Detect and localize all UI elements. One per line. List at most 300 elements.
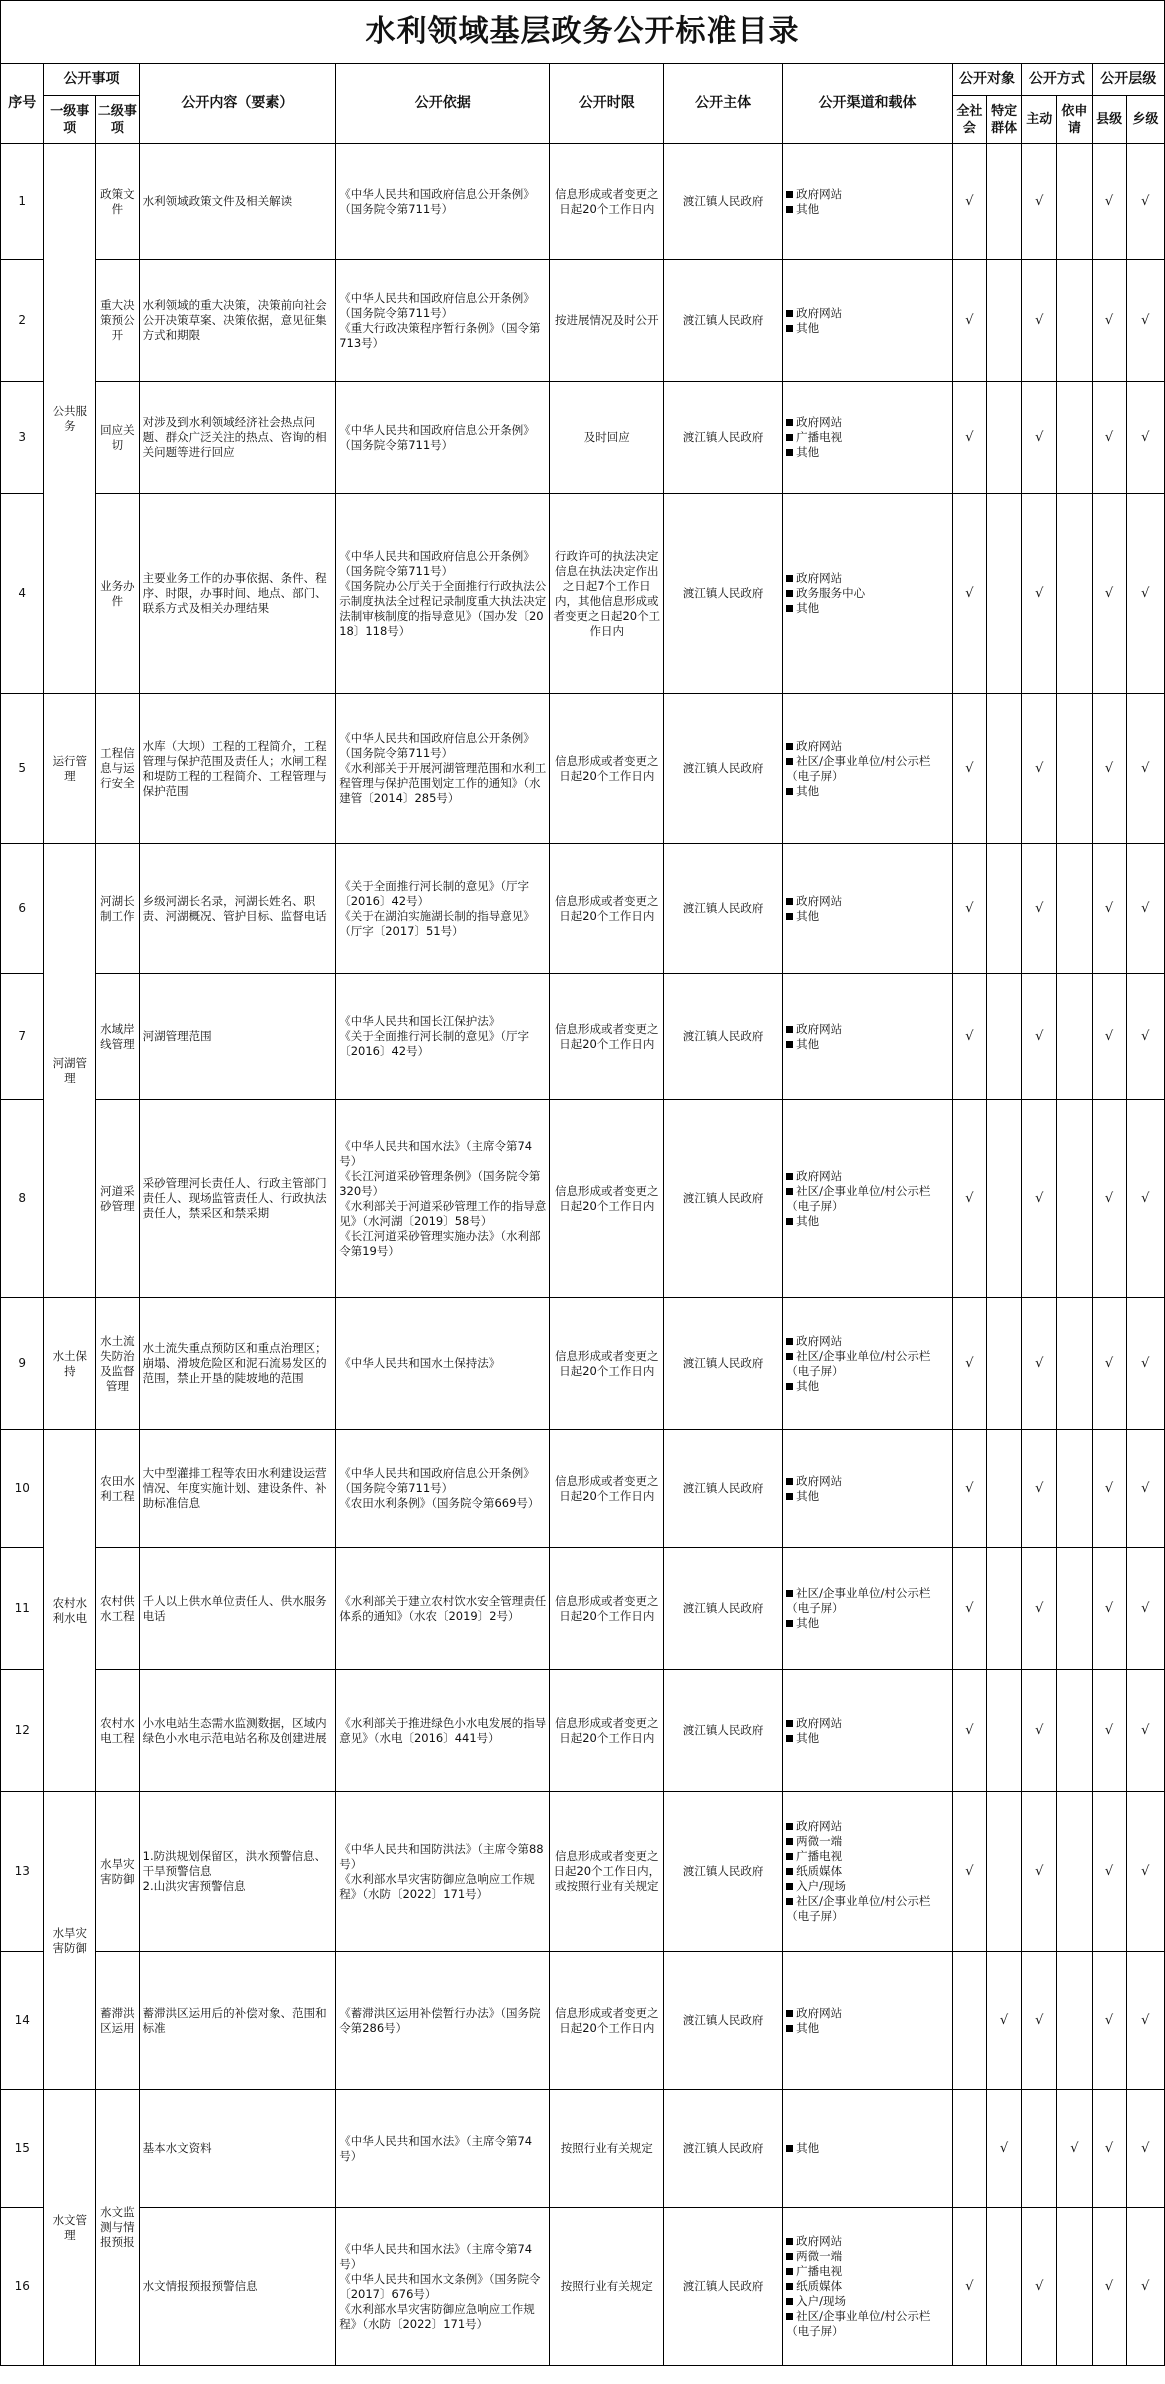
basis-item: 《水利部关于开展河湖管理范围和水利工程管理与保护范围划定工作的通知》（水建管〔2014〕285号） [339,761,547,805]
check-req [1057,1548,1092,1670]
channel-label: 其他 [796,1036,820,1051]
channel-label: 政府网站 [796,2005,843,2020]
row-time: 信息形成或者变更之日起20个工作日内 [550,1298,664,1430]
check-active: √ [1022,1100,1057,1298]
channel-item [786,2279,949,2294]
check-spec [986,1100,1021,1298]
check-spec [986,494,1021,694]
check-county: √ [1092,260,1126,382]
check-town: √ [1126,1548,1164,1670]
level2-matter: 河道采砂管理 [96,1100,139,1298]
header-method: 公开方式 [1022,64,1092,96]
square-bullet-icon [786,1735,793,1742]
row-content [139,494,336,694]
check-all: √ [952,694,986,844]
row-seq: 9 [1,1298,44,1430]
square-bullet-icon [786,1173,793,1180]
row-subject: 渡江镇人民政府 [664,260,783,382]
channel-item [786,784,949,799]
square-bullet-icon [786,1478,793,1485]
channel-item [786,586,949,601]
level1-matter: 农村水利水电 [44,1430,96,1792]
check-spec [986,1298,1021,1430]
level2-matter: 回应关切 [96,382,139,494]
square-bullet-icon [786,1620,793,1627]
square-bullet-icon [786,590,793,597]
square-bullet-icon [786,434,793,441]
check-town: √ [1126,144,1164,260]
row-content [139,144,336,260]
check-county: √ [1092,2208,1126,2366]
check-all: √ [952,144,986,260]
check-active: √ [1022,844,1057,974]
table-row [1,694,1165,844]
content-line: 小水电站生态需水监测数据，区域内绿色小水电示范电站名称及创建进展 [142,1715,327,1745]
row-channels [783,1548,953,1670]
square-bullet-icon [786,758,793,765]
table-row [1,974,1165,1100]
basis-item: 《中华人民共和国防洪法》（主席令第88号） [339,1841,544,1871]
check-all: √ [952,1792,986,1952]
check-req [1057,260,1092,382]
square-bullet-icon [786,1590,793,1597]
row-subject: 渡江镇人民政府 [664,1430,783,1548]
row-time: 信息形成或者变更之日起20个工作日内 [550,1430,664,1548]
channel-item [786,739,949,754]
row-channels [783,2090,953,2208]
check-active: √ [1022,2208,1057,2366]
channel-item [786,1894,949,1924]
content-line: 蓄滞洪区运用后的补偿对象、范围和标准 [142,2005,327,2035]
row-seq: 4 [1,494,44,694]
check-town: √ [1126,2090,1164,2208]
check-town: √ [1126,494,1164,694]
basis-item: 《中华人民共和国政府信息公开条例》（国务院令第711号） [339,186,535,216]
channel-label: 社区/企事业单位/村公示栏（电子屏） [786,1183,931,1213]
check-active: √ [1022,382,1057,494]
basis-item: 《中华人民共和国水法》（主席令第74号） [339,2133,533,2163]
channel-label: 政府网站 [796,1333,843,1348]
channel-label: 两微一端 [796,1834,843,1848]
row-channels [783,144,953,260]
level2-matter: 蓄滞洪区运用 [96,1952,139,2090]
check-spec [986,694,1021,844]
basis-item: 《中华人民共和国政府信息公开条例》（国务院令第711号） [339,731,535,760]
row-seq: 7 [1,974,44,1100]
square-bullet-icon [786,2145,793,2152]
channel-label: 政府网站 [796,1168,843,1183]
level1-matter: 运行管理 [44,694,96,844]
check-county: √ [1092,1298,1126,1430]
channel-item [786,1849,949,1864]
row-time: 按照行业有关规定 [550,2090,664,2208]
basis-item: 《水利部关于建立农村饮水安全管理责任体系的通知》（水农〔2019〕2号） [339,1593,547,1623]
channel-item [786,571,949,586]
row-content [139,1100,336,1298]
row-channels [783,1430,953,1548]
table-row [1,1952,1165,2090]
channel-item [786,1037,949,1052]
row-subject: 渡江镇人民政府 [664,2208,783,2366]
square-bullet-icon [786,2298,793,2305]
table-row [1,1298,1165,1430]
check-all: √ [952,2208,986,2366]
content-line: 对涉及到水利领域经济社会热点问题、群众广泛关注的热点、咨询的相关问题等进行回应 [142,415,327,459]
row-channels [783,494,953,694]
row-subject: 渡江镇人民政府 [664,2090,783,2208]
channel-label: 其他 [796,445,820,459]
content-line: 水库（大坝）工程的工程简介，工程管理与保护范围及责任人；水闸工程和堤防工程的工程简介、工程管理与保护范围 [142,738,327,798]
row-content [139,2208,336,2366]
level2-matter: 重大决策预公开 [96,260,139,382]
row-seq: 16 [1,2208,44,2366]
check-county: √ [1092,2090,1126,2208]
channel-item [786,2249,949,2264]
check-town: √ [1126,382,1164,494]
row-seq: 10 [1,1430,44,1548]
square-bullet-icon [786,1338,793,1345]
row-basis [336,974,550,1100]
row-content [139,260,336,382]
channel-item [786,894,949,909]
check-active: √ [1022,694,1057,844]
channel-label: 广播电视 [796,430,843,444]
catalog-table [0,63,1165,2366]
row-time: 行政许可的执法决定信息在执法决定作出之日起7个工作日内，其他信息形成或者变更之日起20个工作日内 [550,494,664,694]
check-spec: √ [986,1952,1021,2090]
row-time: 信息形成或者变更之日起20个工作日内 [550,1952,664,2090]
level1-matter: 水文管理 [44,2090,96,2366]
check-county: √ [1092,144,1126,260]
check-active: √ [1022,144,1057,260]
row-content [139,1670,336,1792]
check-town: √ [1126,1792,1164,1952]
check-active: √ [1022,974,1057,1100]
row-basis [336,144,550,260]
channel-label: 广播电视 [796,1849,843,1863]
table-row [1,382,1165,494]
square-bullet-icon [786,898,793,905]
row-time: 信息形成或者变更之日起20个工作日内 [550,844,664,974]
content-line: 主要业务工作的办事依据、条件、程序、时限，办事时间、地点、部门、联系方式及相关办理结果 [142,571,327,615]
row-basis [336,844,550,974]
basis-item: 《长江河道采砂管理条例》（国务院令第320号） [339,1168,541,1198]
table-row [1,1670,1165,1792]
content-line: 水文情报预报预警信息 [142,2279,258,2293]
check-all: √ [952,1670,986,1792]
check-spec: √ [986,2090,1021,2208]
check-active: √ [1022,494,1057,694]
channel-label: 政府网站 [796,2234,843,2248]
square-bullet-icon [786,191,793,198]
row-content [139,974,336,1100]
channel-item [786,2264,949,2279]
channel-item [786,415,949,430]
channel-item [786,909,949,924]
row-subject: 渡江镇人民政府 [664,1298,783,1430]
channel-item [786,2021,949,2036]
row-seq: 1 [1,144,44,260]
row-subject: 渡江镇人民政府 [664,1548,783,1670]
basis-item: 《中华人民共和国政府信息公开条例》（国务院令第711号） [339,422,535,452]
channel-item [786,1864,949,1879]
header-seq: 序号 [1,64,44,144]
channel-label: 政府网站 [796,1021,843,1036]
check-active: √ [1022,1548,1057,1670]
row-subject: 渡江镇人民政府 [664,144,783,260]
check-all: √ [952,1100,986,1298]
check-town: √ [1126,1100,1164,1298]
level1-matter: 水土保持 [44,1298,96,1430]
row-basis [336,260,550,382]
basis-item: 《长江河道采砂管理实施办法》（水利部令第19号） [339,1228,541,1258]
header-subject: 公开主体 [664,64,783,144]
channel-label: 其他 [796,783,820,798]
channel-label: 政府网站 [796,738,843,753]
basis-item: 《国务院办公厅关于全面推行行政执法公示制度执法全过程记录制度重大执法决定法制审核制度的指导意见》（国办发〔2018〕118号） [339,578,547,638]
check-spec [986,974,1021,1100]
check-spec [986,1792,1021,1952]
square-bullet-icon [786,1026,793,1033]
row-subject: 渡江镇人民政府 [664,1100,783,1298]
channel-item [786,1379,949,1394]
square-bullet-icon [786,2025,793,2032]
row-seq: 11 [1,1548,44,1670]
row-time: 信息形成或者变更之日起20个工作日内 [550,974,664,1100]
level1-matter: 河湖管理 [44,844,96,1298]
basis-item: 《中华人民共和国政府信息公开条例》（国务院令第711号） [339,290,535,320]
check-req: √ [1057,2090,1092,2208]
check-req [1057,1670,1092,1792]
channel-label: 其他 [796,1213,820,1228]
row-channels [783,2208,953,2366]
channel-label: 政务服务中心 [796,586,866,600]
check-county: √ [1092,1100,1126,1298]
row-basis [336,1670,550,1792]
check-spec [986,382,1021,494]
check-county: √ [1092,1792,1126,1952]
channel-label: 社区/企事业单位/村公示栏（电子屏） [786,1348,931,1378]
square-bullet-icon [786,1493,793,1500]
check-all: √ [952,1548,986,1670]
check-req [1057,1792,1092,1952]
row-content [139,844,336,974]
table-row [1,1100,1165,1298]
check-active: √ [1022,1298,1057,1430]
content-line: 水利领域的重大决策，决策前向社会公开决策草案、决策依据，意见征集方式和期限 [142,298,327,342]
header-time: 公开时限 [550,64,664,144]
check-req [1057,1298,1092,1430]
channel-item [786,754,949,784]
channel-item [786,2141,949,2156]
header-content: 公开内容（要素） [139,64,336,144]
channel-label: 其他 [796,1378,820,1393]
header-target-specific: 特定群体 [986,96,1021,144]
basis-item: 《水利部水旱灾害防御应急响应工作规程》（水防〔2022〕171号） [339,2301,535,2331]
square-bullet-icon [786,605,793,612]
channel-item [786,1586,949,1616]
check-town: √ [1126,1298,1164,1430]
row-basis [336,1792,550,1952]
channel-item [786,1834,949,1849]
row-time: 按照行业有关规定 [550,2208,664,2366]
channel-label: 两微一端 [796,2249,843,2263]
row-seq: 3 [1,382,44,494]
table-row [1,1792,1165,1952]
row-content [139,694,336,844]
check-spec [986,844,1021,974]
channel-item [786,1349,949,1379]
table-row [1,844,1165,974]
check-active: √ [1022,1792,1057,1952]
channel-label: 其他 [796,1488,820,1503]
row-seq: 6 [1,844,44,974]
channel-label: 政府网站 [796,1473,843,1488]
channel-label: 其他 [796,908,820,923]
channel-item [786,601,949,616]
channel-label: 政府网站 [796,571,843,585]
check-req [1057,1100,1092,1298]
check-town: √ [1126,1952,1164,2090]
channel-label: 其他 [796,1730,820,1745]
square-bullet-icon [786,1868,793,1875]
row-time: 信息形成或者变更之日起20个工作日内 [550,1100,664,1298]
row-channels [783,974,953,1100]
check-spec [986,260,1021,382]
table-body [1,144,1165,2366]
square-bullet-icon [786,2268,793,2275]
level2-matter: 河湖长制工作 [96,844,139,974]
table-row [1,1430,1165,1548]
content-line: 大中型灌排工程等农田水利建设运营情况、年度实施计划、建设条件、补助标准信息 [142,1466,327,1510]
channel-item [786,1184,949,1214]
row-seq: 5 [1,694,44,844]
basis-item: 《水利部水旱灾害防御应急响应工作规程》（水防〔2022〕171号） [339,1871,535,1901]
channel-item [786,1022,949,1037]
channel-label: 政府网站 [796,893,843,908]
row-channels [783,1792,953,1952]
square-bullet-icon [786,1883,793,1890]
check-spec [986,144,1021,260]
check-county: √ [1092,1548,1126,1670]
content-line: 千人以上供水单位责任人、供水服务电话 [142,1593,327,1623]
check-town: √ [1126,2208,1164,2366]
check-all: √ [952,844,986,974]
square-bullet-icon [786,1838,793,1845]
level1-matter: 公共服务 [44,144,96,694]
row-time: 信息形成或者变更之日起20个工作日内 [550,144,664,260]
basis-item: 《水利部关于推进绿色小水电发展的指导意见》（水电〔2016〕441号） [339,1715,547,1745]
channel-item [786,1214,949,1229]
level2-matter: 业务办件 [96,494,139,694]
channel-item [786,1334,949,1349]
channel-item [786,1169,949,1184]
row-channels [783,694,953,844]
channel-label: 政府网站 [796,1715,843,1730]
channel-label: 纸质媒体 [796,1864,843,1878]
check-active [1022,2090,1057,2208]
square-bullet-icon [786,1188,793,1195]
check-req [1057,1952,1092,2090]
content-line: 2.山洪灾害预警信息 [142,1879,246,1893]
basis-item: 《关于全面推行河长制的意见》（厅字〔2016〕42号） [339,878,529,908]
header-tier-town: 乡级 [1126,96,1164,144]
row-subject: 渡江镇人民政府 [664,974,783,1100]
basis-item: 《中华人民共和国水土保持法》 [339,1356,501,1370]
row-basis [336,494,550,694]
row-channels [783,1298,953,1430]
check-spec [986,2208,1021,2366]
channel-label: 社区/企事业单位/村公示栏（电子屏） [786,2309,931,2338]
row-seq: 15 [1,2090,44,2208]
row-channels [783,260,953,382]
check-all: √ [952,260,986,382]
basis-item: 《中华人民共和国长江保护法》 [339,1014,501,1028]
check-town: √ [1126,1670,1164,1792]
basis-item: 《中华人民共和国政府信息公开条例》（国务院令第711号） [339,1466,535,1495]
square-bullet-icon [786,2010,793,2017]
channel-item [786,1879,949,1894]
check-all: √ [952,1430,986,1548]
channel-label: 其他 [796,320,820,335]
basis-item: 《中华人民共和国水文条例》（国务院令〔2017〕676号） [339,2271,541,2301]
check-all: √ [952,382,986,494]
channel-item [786,321,949,336]
row-subject: 渡江镇人民政府 [664,1952,783,2090]
square-bullet-icon [786,2238,793,2245]
check-spec [986,1548,1021,1670]
check-active: √ [1022,1670,1057,1792]
check-spec [986,1670,1021,1792]
check-spec [986,1430,1021,1548]
basis-item: 《重大行政决策程序暂行条例》（国令第713号） [339,320,541,350]
check-req [1057,1430,1092,1548]
header-channel: 公开渠道和载体 [783,64,953,144]
square-bullet-icon [786,2283,793,2290]
row-channels [783,1952,953,2090]
basis-item: 《农田水利条例》（国务院令第669号） [339,1496,540,1510]
check-active: √ [1022,1430,1057,1548]
basis-item: 《中华人民共和国水法》（主席令第74号） [339,2241,533,2271]
header-tier-county: 县级 [1092,96,1126,144]
row-basis [336,1430,550,1548]
check-county: √ [1092,1670,1126,1792]
channel-item [786,2294,949,2309]
check-req [1057,2208,1092,2366]
channel-item [786,2006,949,2021]
channel-item [786,1474,949,1489]
channel-label: 社区/企事业单位/村公示栏（电子屏） [786,1586,931,1615]
row-time: 及时回应 [550,382,664,494]
square-bullet-icon [786,1853,793,1860]
check-active: √ [1022,260,1057,382]
table-row [1,144,1165,260]
row-channels [783,844,953,974]
row-seq: 12 [1,1670,44,1792]
check-county: √ [1092,974,1126,1100]
check-town: √ [1126,974,1164,1100]
square-bullet-icon [786,1218,793,1225]
channel-label: 社区/企事业单位/村公示栏（电子屏） [786,1894,931,1923]
row-channels [783,1670,953,1792]
square-bullet-icon [786,743,793,750]
header-level1: 一级事项 [44,96,96,144]
level2-matter: 农村水电工程 [96,1670,139,1792]
level1-matter: 水旱灾害防御 [44,1792,96,2090]
row-basis [336,1548,550,1670]
check-all: √ [952,1298,986,1430]
square-bullet-icon [786,1823,793,1830]
